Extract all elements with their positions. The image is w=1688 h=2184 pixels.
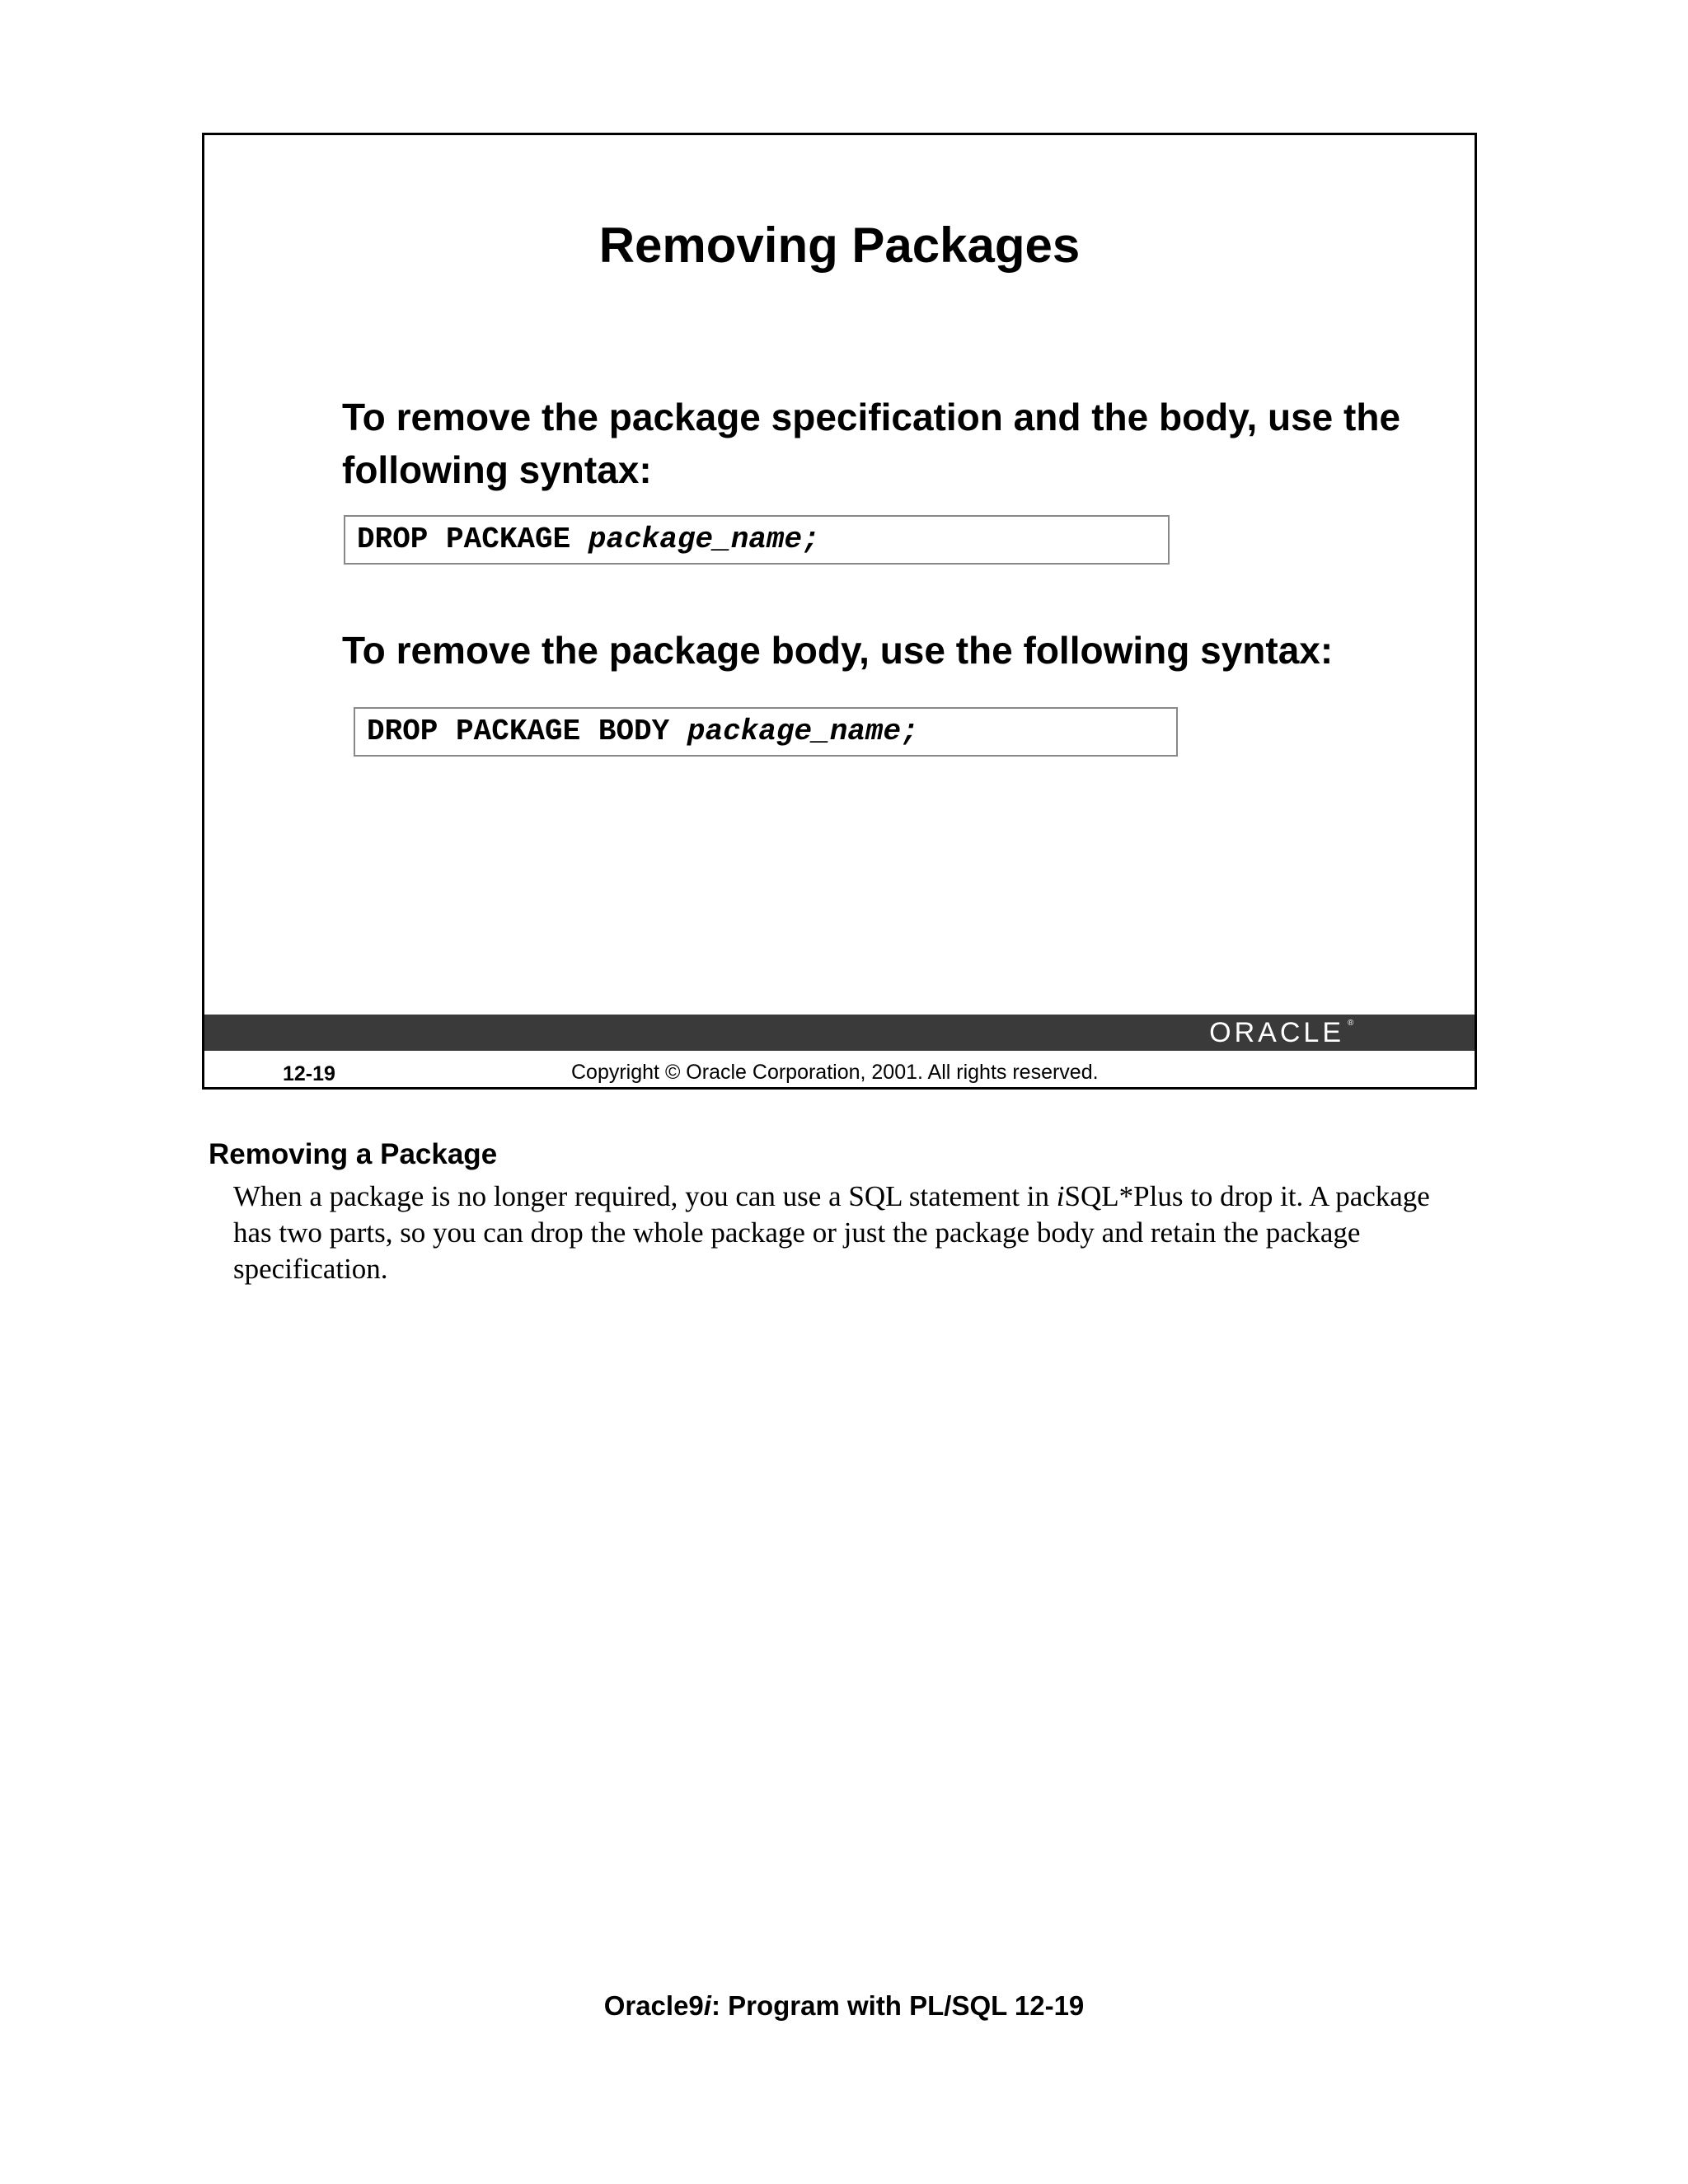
intro-text-body-only: To remove the package body, use the following syntax: [342,629,1334,672]
notes-heading: Removing a Package [209,1138,498,1170]
oracle-footer-bar [204,1015,1475,1051]
intro-text-spec-and-body: To remove the package specification and the body, use the following syntax: [342,396,1401,491]
code-keyword: DROP PACKAGE BODY [367,715,687,748]
slide-title: Removing Packages [598,218,1081,273]
oracle-logo: ORACLE [1209,1017,1344,1048]
footer-text-part: : Program with PL/SQL 12-19 [710,1990,1085,2021]
notes-text-part: When a package is no longer required, you can use a SQL statement in [233,1180,1057,1212]
slide-number: 12-19 [283,1062,335,1085]
code-parameter: package_name; [687,715,919,748]
footer-text-part: Oracle9 [603,1990,704,2021]
code-box-drop-package [344,515,1170,565]
code-parameter: package_name; [588,523,820,556]
slide-frame [202,133,1477,1090]
code-keyword: DROP PACKAGE [357,523,588,556]
page-footer [0,1990,1688,2022]
notes-text-part: SQL*Plus to drop it. A package has two parts, so you can drop the whole package or just the package body and retain the package specification. [233,1180,1430,1285]
copyright-notice: Copyright © Oracle Corporation, 2001. All rights reserved. [571,1061,1099,1084]
notes-paragraph [233,1179,1445,1287]
footer-text-italic: i [703,1990,711,2021]
code-box-drop-package-body [354,707,1178,757]
registered-mark-icon: ® [1348,1019,1354,1028]
notes-text-italic: i [1056,1180,1065,1212]
